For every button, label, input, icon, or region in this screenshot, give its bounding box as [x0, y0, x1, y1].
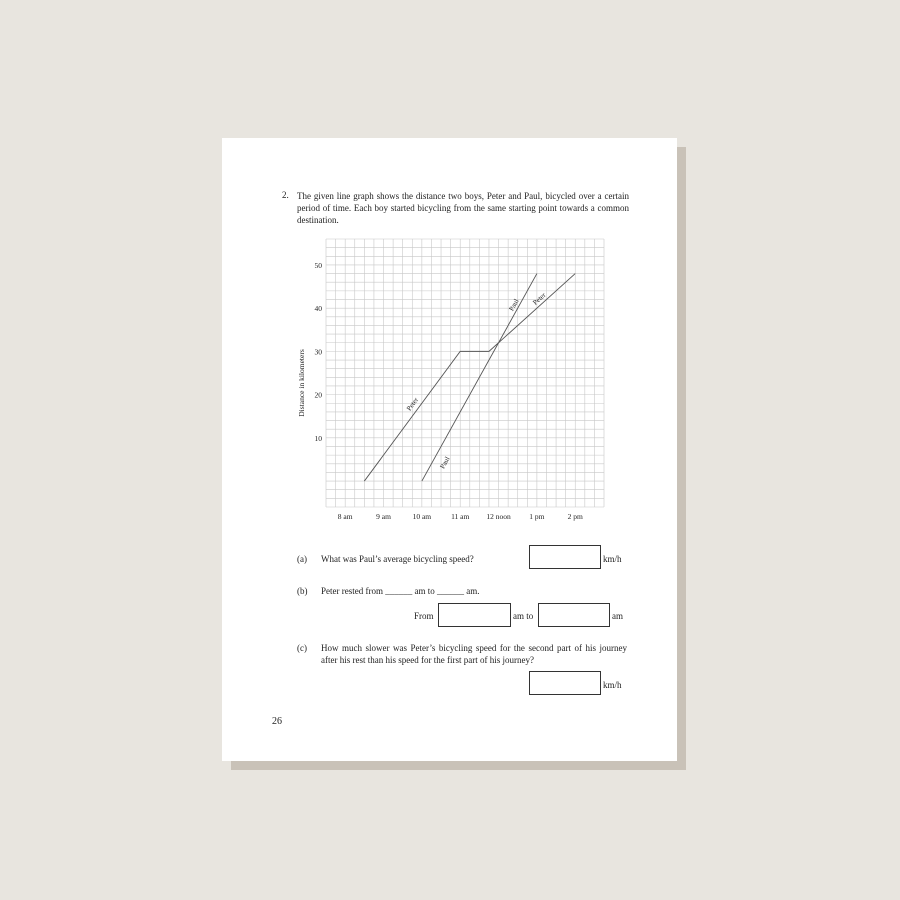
part-b-from-label: From [414, 611, 434, 621]
part-b-to-answer-box[interactable] [538, 603, 610, 627]
x-tick-label: 1 pm [529, 512, 545, 521]
part-a-unit: km/h [603, 554, 622, 564]
part-b-text: Peter rested from ______ am to ______ am. [321, 586, 480, 596]
part-a-label: (a) [297, 554, 307, 564]
series-label-paul: Paul [507, 297, 521, 313]
part-b-from-answer-box[interactable] [438, 603, 511, 627]
part-c-unit: km/h [603, 680, 622, 690]
x-tick-label: 8 am [337, 512, 353, 521]
part-c-label: (c) [297, 643, 307, 653]
part-a-answer-box[interactable] [529, 545, 601, 569]
y-tick-label: 40 [314, 304, 322, 314]
part-b-mid-label: am to [513, 611, 534, 621]
series-label-peter: Peter [531, 291, 548, 307]
part-c-text: How much slower was Peter’s bicycling speed for the second part of his journey after his rest than his speed for the first part of his journey? [321, 643, 627, 665]
x-tick-label: 9 am [376, 512, 391, 521]
y-tick-label: 20 [314, 390, 322, 400]
y-axis-label: Distance in kilometers [297, 349, 306, 417]
x-tick-label: 2 pm [567, 512, 583, 521]
y-tick-label: 50 [314, 260, 322, 270]
series-label-peter: Peter [405, 396, 421, 413]
x-tick-label: 11 am [451, 512, 470, 521]
y-tick-label: 30 [314, 347, 322, 357]
part-b-end-label: am [612, 611, 623, 621]
part-b-label: (b) [297, 586, 308, 596]
part-c-answer-box[interactable] [529, 671, 601, 695]
series-label-paul: Paul [438, 455, 452, 471]
question-text: The given line graph shows the distance two boys, Peter and Paul, bicycled over a certain period of time. Each boy started bicycling from the same starting point towards a common destination. [297, 191, 629, 225]
x-tick-label: 10 am [412, 512, 432, 521]
distance-time-chart [290, 232, 620, 528]
y-tick-label: 10 [314, 433, 322, 443]
x-tick-label: 12 noon [486, 512, 511, 521]
part-a-text: What was Paul’s average bicycling speed? [321, 554, 474, 564]
question-number: 2. [282, 190, 289, 200]
page-number: 26 [272, 716, 282, 727]
